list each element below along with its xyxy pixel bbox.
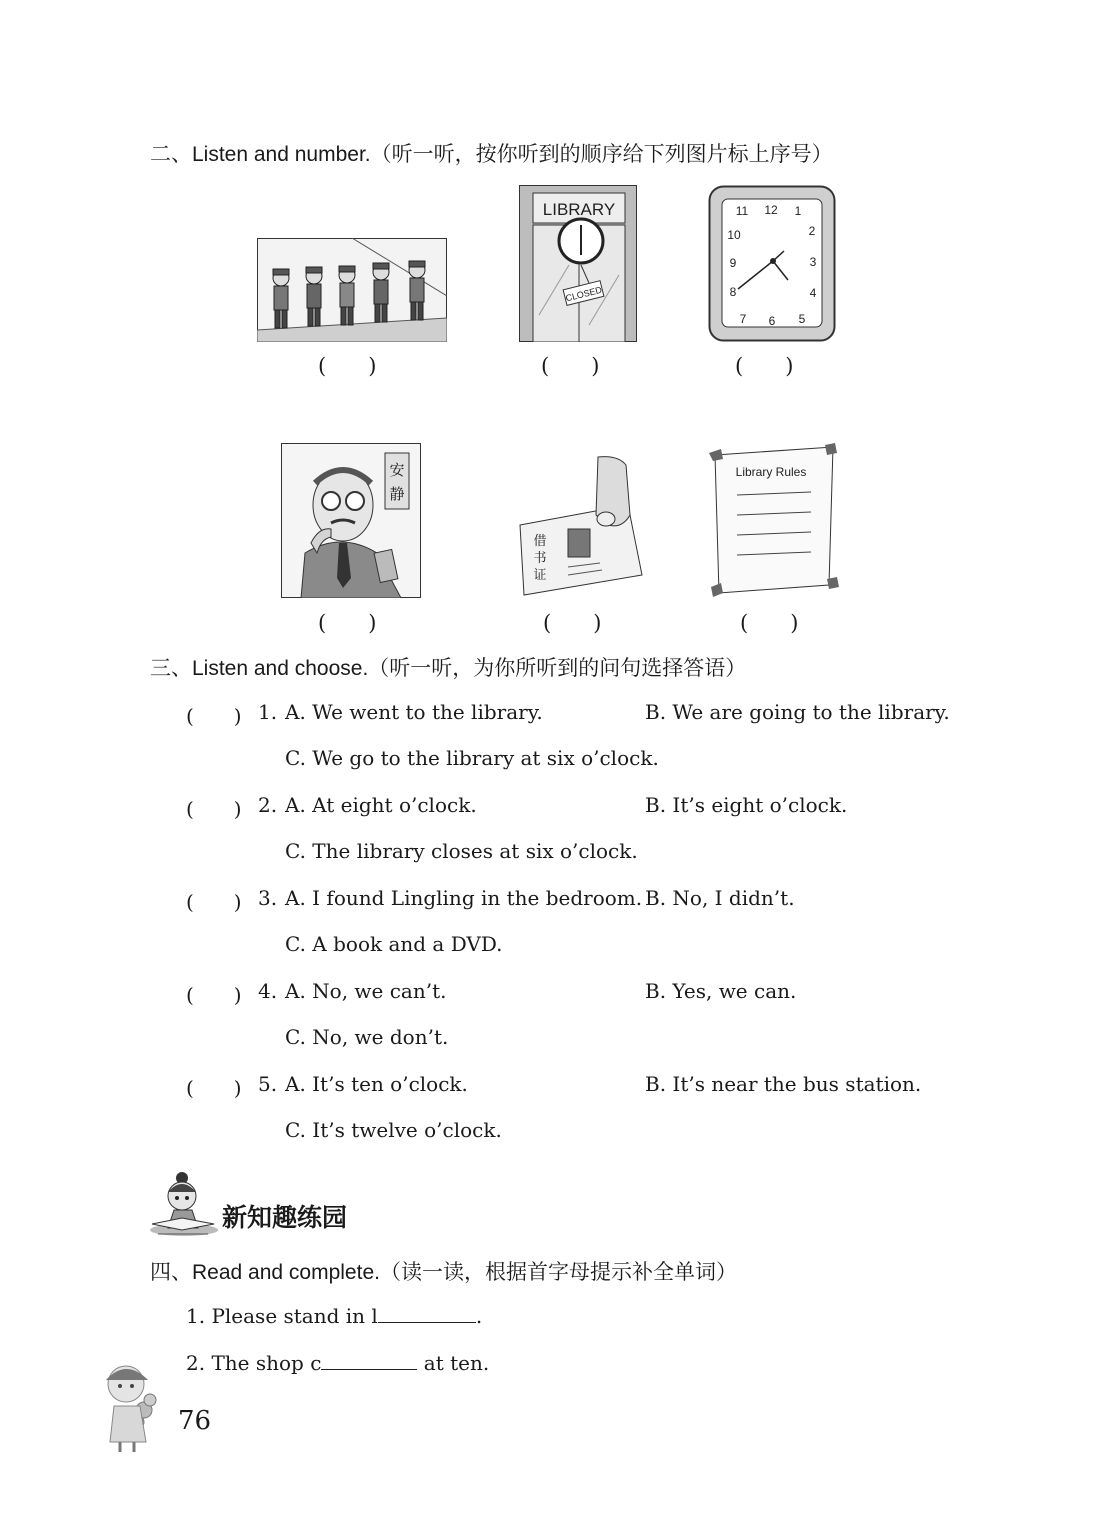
picture-children-in-line xyxy=(257,238,447,342)
question-1-answer-paren[interactable]: ( ) xyxy=(186,704,242,728)
question-1-option-c: C. We go to the library at six o’clock. xyxy=(285,746,659,770)
fill-in-item-1 xyxy=(186,1304,482,1328)
card-char-1: 借 xyxy=(533,534,547,549)
library-sign-text: LIBRARY xyxy=(542,200,616,219)
section-4-title: 四、Read and complete.（读一读，根据首字母提示补全单词） xyxy=(150,1261,737,1284)
question-1-option-a: A. We went to the library. xyxy=(285,700,543,724)
svg-text:7: 7 xyxy=(739,312,747,326)
answer-paren-1[interactable]: ( ) xyxy=(318,354,377,378)
question-5-option-b: B. It’s near the bus station. xyxy=(645,1072,922,1096)
answer-paren-6[interactable]: ( ) xyxy=(740,611,799,635)
question-5-option-a: A. It’s ten o’clock. xyxy=(285,1072,468,1096)
question-3-option-c: C. A book and a DVD. xyxy=(285,932,503,956)
question-4-option-b: B. Yes, we can. xyxy=(645,979,797,1003)
banner-mascot xyxy=(148,1172,220,1238)
question-3-answer-paren[interactable]: ( ) xyxy=(186,890,242,914)
question-5-number: 5. xyxy=(258,1072,278,1096)
answer-paren-3[interactable]: ( ) xyxy=(735,354,794,378)
svg-text:4: 4 xyxy=(809,286,817,300)
library-card-icon xyxy=(518,455,643,598)
banner-title: 新知趣练园 xyxy=(222,1203,348,1232)
svg-text:12: 12 xyxy=(764,203,778,217)
fill-in-item-1-after: . xyxy=(475,1304,483,1328)
svg-text:11: 11 xyxy=(735,204,749,218)
question-4-option-c: C. No, we don’t. xyxy=(285,1025,449,1049)
poster-title: Library Rules xyxy=(735,465,807,479)
reading-girl-icon xyxy=(148,1172,220,1238)
question-1-number: 1. xyxy=(258,700,278,724)
library-rules-poster-icon xyxy=(707,443,842,598)
question-4-option-a: A. No, we can’t. xyxy=(285,979,447,1003)
svg-text:1: 1 xyxy=(794,204,802,218)
quiet-sign-char-1: 安 xyxy=(389,461,405,479)
svg-text:9: 9 xyxy=(729,256,737,270)
answer-paren-2[interactable]: ( ) xyxy=(541,354,600,378)
quiet-sign-char-2: 静 xyxy=(389,485,405,503)
card-char-2: 书 xyxy=(533,551,547,566)
svg-text:5: 5 xyxy=(798,312,806,326)
question-5-option-c: C. It’s twelve o’clock. xyxy=(285,1118,502,1142)
question-2-answer-paren[interactable]: ( ) xyxy=(186,797,242,821)
section-2-title: 二、Listen and number.（听一听，按你听到的顺序给下列图片标上序号） xyxy=(150,143,833,166)
fill-in-blank-1[interactable] xyxy=(378,1304,476,1323)
svg-text:6: 6 xyxy=(768,314,776,328)
picture-library-closed xyxy=(519,185,637,342)
footer-mascot xyxy=(92,1360,164,1455)
question-5-answer-paren[interactable]: ( ) xyxy=(186,1076,242,1100)
question-4-answer-paren[interactable]: ( ) xyxy=(186,983,242,1007)
question-2-option-c: C. The library closes at six o’clock. xyxy=(285,839,638,863)
svg-text:3: 3 xyxy=(809,255,817,269)
answer-paren-5[interactable]: ( ) xyxy=(543,611,602,635)
picture-library-rules xyxy=(707,443,842,598)
picture-quiet-teacher xyxy=(281,443,421,598)
question-3-number: 3. xyxy=(258,886,278,910)
question-2-number: 2. xyxy=(258,793,278,817)
library-closed-door-icon xyxy=(519,185,637,342)
picture-library-card xyxy=(518,455,643,598)
fill-in-item-2 xyxy=(186,1351,489,1375)
svg-text:2: 2 xyxy=(808,224,816,238)
question-3-option-a: A. I found Lingling in the bedroom. xyxy=(285,886,643,910)
card-char-3: 证 xyxy=(533,568,547,583)
girl-with-flowers-icon xyxy=(92,1360,164,1455)
fill-in-item-2-after: at ten. xyxy=(417,1351,490,1375)
quiet-teacher-icon xyxy=(281,443,421,598)
question-2-option-a: A. At eight o’clock. xyxy=(285,793,477,817)
question-3-option-b: B. No, I didn’t. xyxy=(645,886,795,910)
question-2-option-b: B. It’s eight o’clock. xyxy=(645,793,848,817)
svg-text:8: 8 xyxy=(729,285,737,299)
closed-tag-text: CLOSED xyxy=(564,284,603,304)
question-4-number: 4. xyxy=(258,979,278,1003)
question-1-option-b: B. We are going to the library. xyxy=(645,700,950,724)
clock-icon xyxy=(708,185,836,342)
svg-text:10: 10 xyxy=(727,228,741,242)
fill-in-item-2-before: 2. The shop c xyxy=(186,1351,322,1375)
section-3-title: 三、Listen and choose.（听一听，为你所听到的问句选择答语） xyxy=(150,657,747,680)
picture-clock xyxy=(708,185,836,342)
fill-in-item-1-before: 1. Please stand in l xyxy=(186,1304,378,1328)
page-number: 76 xyxy=(178,1406,212,1436)
answer-paren-4[interactable]: ( ) xyxy=(318,611,377,635)
children-in-line-icon xyxy=(257,238,447,342)
fill-in-blank-2[interactable] xyxy=(321,1351,417,1370)
